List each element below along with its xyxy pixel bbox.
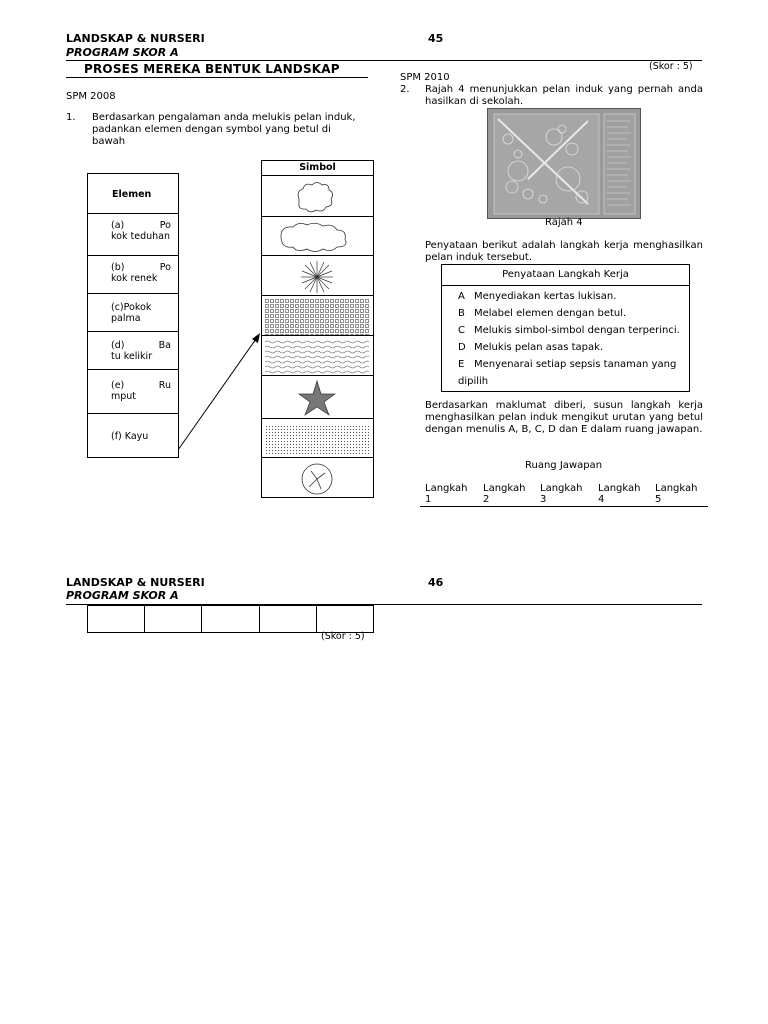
simbol-table bbox=[261, 160, 374, 498]
grass-texture-symbol bbox=[262, 419, 373, 458]
langkah-label: Langkah 5 bbox=[655, 483, 698, 505]
shrub-symbol bbox=[262, 176, 373, 217]
step-item: A Menyediakan kertas lukisan. bbox=[458, 291, 617, 302]
grass-texture-icon bbox=[265, 422, 369, 456]
elemen-table bbox=[87, 173, 179, 458]
elemen-row: (b) Po kok renek bbox=[88, 256, 178, 294]
step-item: B Melabel elemen dengan betul. bbox=[458, 308, 627, 319]
skor-top: (Skor : 5) bbox=[649, 61, 693, 72]
palm-icon bbox=[277, 259, 357, 295]
langkah-label: Langkah 2 bbox=[483, 483, 526, 505]
shrub-icon bbox=[277, 179, 357, 213]
tree-canopy-icon bbox=[277, 220, 362, 254]
elemen-row: (c)Pokok palma bbox=[88, 294, 178, 332]
elemen-row: (f) Kayu bbox=[111, 431, 149, 442]
answer-box[interactable] bbox=[145, 606, 202, 632]
page2-header-subtitle: PROGRAM SKOR A bbox=[66, 589, 179, 602]
tree-canopy-symbol bbox=[262, 217, 373, 256]
q1-year: SPM 2008 bbox=[66, 91, 116, 102]
page2-header-title: LANDSKAP & NURSERI bbox=[66, 576, 205, 589]
q2-intro: Penyataan berikut adalah langkah kerja menghasilkan pelan induk tersebut. bbox=[425, 240, 703, 263]
tree-plan-icon bbox=[277, 461, 357, 497]
texture-grid-symbol bbox=[262, 296, 373, 336]
elemen-header: Elemen bbox=[112, 189, 152, 200]
steps-table bbox=[441, 264, 690, 392]
answer-rule bbox=[420, 506, 708, 507]
page2-page-number: 46 bbox=[428, 576, 444, 589]
starfish-icon bbox=[277, 379, 357, 417]
wave-texture-symbol bbox=[262, 336, 373, 376]
simbol-header: Simbol bbox=[262, 161, 373, 176]
texture-grid-icon bbox=[265, 299, 369, 335]
step-item: C Melukis simbol-simbol dengan terperinci. bbox=[458, 325, 680, 336]
answer-box[interactable] bbox=[202, 606, 259, 632]
q1-text: Berdasarkan pengalaman anda melukis pelan induk, padankan elemen dengan symbol yang betul di bawah bbox=[92, 112, 356, 147]
step-item: D Melukis pelan asas tapak. bbox=[458, 342, 604, 353]
header-rule bbox=[66, 60, 702, 61]
answer-label: Ruang Jawapan bbox=[525, 460, 603, 471]
q1-number: 1. bbox=[66, 112, 76, 123]
steps-header: Penyataan Langkah Kerja bbox=[442, 265, 689, 286]
figure-caption: Rajah 4 bbox=[545, 217, 583, 228]
matching-arrow bbox=[170, 325, 270, 455]
page-number: 45 bbox=[428, 32, 444, 45]
master-plan-drawing bbox=[488, 109, 640, 218]
answer-box[interactable] bbox=[317, 606, 373, 632]
q2-number: 2. bbox=[400, 84, 410, 95]
tree-plan-symbol bbox=[262, 458, 373, 497]
answer-box[interactable] bbox=[88, 606, 145, 632]
elemen-header-cell bbox=[88, 174, 178, 214]
answer-box[interactable] bbox=[260, 606, 317, 632]
langkah-label: Langkah 3 bbox=[540, 483, 583, 505]
langkah-label: Langkah 1 bbox=[425, 483, 468, 505]
starfish-symbol bbox=[262, 376, 373, 419]
step-item: E Menyenarai setiap sepsis tanaman yang bbox=[458, 359, 677, 370]
header-title: LANDSKAP & NURSERI bbox=[66, 32, 205, 45]
q2-text: Rajah 4 menunjukkan pelan induk yang pernah anda hasilkan di sekolah. bbox=[425, 84, 703, 107]
answer-boxes bbox=[87, 605, 374, 633]
master-plan-figure bbox=[487, 108, 641, 219]
section-title: PROSES MEREKA BENTUK LANDSKAP bbox=[84, 62, 340, 76]
page2-skor: (Skor : 5) bbox=[321, 631, 365, 642]
section-rule bbox=[66, 77, 368, 78]
q2-instruction: Berdasarkan maklumat diberi, susun langkah kerja menghasilkan pelan induk mengikut urutan yang betul dengan menulis A, B, C, D dan E dalam ruang jawapan. bbox=[425, 400, 703, 435]
elemen-row: (a) Po kok teduhan bbox=[88, 214, 178, 256]
elemen-row: (e) Ru mput bbox=[88, 370, 178, 414]
q2-year: SPM 2010 bbox=[400, 72, 450, 83]
step-item-continuation: dipilih bbox=[458, 376, 489, 387]
header-subtitle: PROGRAM SKOR A bbox=[66, 46, 179, 59]
wave-texture-icon bbox=[265, 339, 369, 375]
palm-symbol bbox=[262, 256, 373, 296]
langkah-label: Langkah 4 bbox=[598, 483, 641, 505]
elemen-row: (d) Ba tu kelikir bbox=[88, 332, 178, 370]
